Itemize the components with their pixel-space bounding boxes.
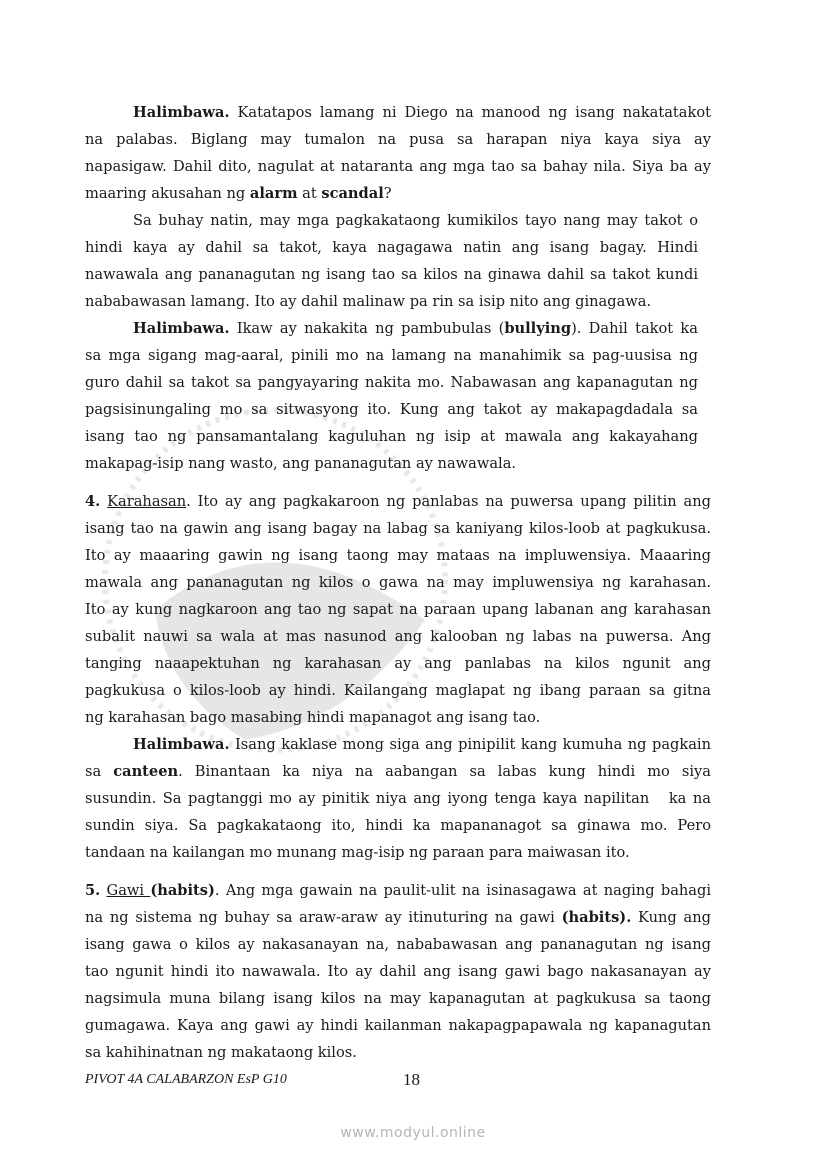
text-run: gumagawa. Kaya ang gawi ay hindi kailanman nakapagpapawala ng kapanagutan [85, 1017, 711, 1034]
bold-text: (habits). [561, 909, 632, 926]
text-line [85, 292, 698, 312]
text-line [85, 935, 711, 955]
text-run: ). Dahil takot ka [571, 320, 698, 337]
text-run: tanging naaapektuhan ng karahasan ay ang panlabas na kilos ngunit ang [85, 655, 711, 672]
bold-text: alarm [249, 185, 298, 202]
text-line [85, 881, 711, 901]
text-run: Isang kaklase mong siga ang pinipilit kang kumuha ng pagkain [229, 736, 711, 753]
text-run: Ito ay maaaring gawin ng isang taong may mataas na impluwensiya. Maaaring [85, 547, 711, 564]
text-run: nawawala ang pananagutan ng isang tao sa kilos na ginawa dahil sa takot kundi [85, 266, 698, 283]
text-run: . Ito ay ang pagkakaroon ng panlabas na puwersa upang pilitin ang [186, 493, 711, 510]
text-line [85, 908, 711, 928]
bold-text: bullying [504, 320, 572, 337]
text-line [85, 519, 711, 539]
text-run: na palabas. Biglang may tumalon na pusa sa harapan niya kaya siya ay [85, 131, 711, 148]
bold-text: Halimbawa. [133, 320, 230, 337]
text-run: na ng sistema ng buhay sa araw-araw ay itinuturing na gawi [85, 909, 562, 926]
text-run: makapag-isip nang wasto, ang pananagutan ay nawawala. [85, 455, 517, 472]
text-line [85, 1016, 711, 1036]
bold-text: 5. [85, 882, 101, 899]
text-run: subalit nauwi sa wala at mas nasunod ang kalooban ng labas na puwersa. Ang [85, 628, 711, 645]
text-line [85, 600, 711, 620]
footer-label: PIVOT 4A CALABARZON EsP G10 [85, 1072, 287, 1087]
text-line [85, 789, 711, 809]
text-line [133, 103, 711, 123]
text-line [85, 708, 711, 728]
text-run: sa mga sigang mag-aaral, pinili mo na lamang na manahimik sa pag-uusisa ng [85, 347, 698, 364]
text-line [133, 319, 698, 339]
text-line [85, 762, 711, 782]
text-run: sa [85, 763, 114, 780]
text-line [85, 627, 711, 647]
text-run: ng karahasan bago masabing hindi mapanagot ang isang tao. [85, 709, 541, 726]
text-run: nagsimula muna bilang isang kilos na may kapanagutan at pagkukusa sa taong [85, 990, 711, 1007]
text-run: hindi kaya ay dahil sa takot, kaya nagagawa natin ang isang bagay. Hindi [85, 239, 698, 256]
text-run: . Binantaan ka niya na aabangan sa labas kung hindi mo siya [178, 763, 711, 780]
text-run: napasigaw. Dahil dito, nagulat at nataranta ang mga tao sa bahay nila. Siya ba ay [85, 158, 711, 175]
text-line [85, 427, 698, 447]
text-run: at [297, 185, 322, 202]
text-run: tandaan na kailangan mo munang mag-isip ng paraan para maiwasan ito. [85, 844, 630, 861]
text-run: Sa buhay natin, may mga pagkakataong kumikilos tayo nang may takot o [133, 212, 698, 229]
text-line [85, 346, 698, 366]
text-run: guro dahil sa takot sa pangyayaring nakita mo. Nabawasan ang kapanagutan ng [85, 374, 698, 391]
underlined-term: Karahasan [107, 493, 187, 510]
text-run: . Ang mga gawain na paulit-ulit na isinasagawa at naging bahagi [214, 882, 712, 899]
text-run: ? [383, 185, 392, 202]
text-run: sa kahihinatnan ng makataong kilos. [85, 1044, 357, 1061]
text-line [85, 962, 711, 982]
text-line [85, 130, 711, 150]
text-run: tao ngunit hindi ito nawawala. Ito ay dahil ang isang gawi bago nakasanayan ay [85, 963, 711, 980]
underlined-term: Gawi [106, 882, 151, 899]
text-line [85, 573, 711, 593]
text-line [85, 816, 711, 836]
bold-text: (habits) [150, 882, 215, 899]
text-run: nababawasan lamang. Ito ay dahil malinaw pa rin sa isip nito ang ginagawa. [85, 293, 652, 310]
text-run: sundin siya. Sa pagkakataong ito, hindi ka mapananagot sa ginawa mo. Pero [85, 817, 711, 834]
bold-text: Halimbawa. [133, 104, 230, 121]
text-run: Kung ang [631, 909, 711, 926]
text-line [85, 843, 711, 863]
text-run: susundin. Sa pagtanggi mo ay pinitik niya ang iyong tenga kaya napilitan ka na [85, 790, 711, 807]
text-line [85, 492, 711, 512]
site-watermark: www.modyul.online [340, 1125, 486, 1141]
text-line [85, 400, 698, 420]
text-line [85, 454, 698, 474]
text-line [85, 157, 711, 177]
text-run: Katatapos lamang ni Diego na manood ng isang nakatatakot [229, 104, 711, 121]
text-run: isang gawa o kilos ay nakasanayan na, nababawasan ang pananagutan ng isang [85, 936, 711, 953]
text-line [85, 989, 711, 1009]
text-line [85, 373, 698, 393]
bold-text: scandal [321, 185, 384, 202]
text-line [85, 1043, 711, 1063]
text-run: pagsisinungaling mo sa sitwasyong ito. Kung ang takot ay makapagdadala sa [85, 401, 698, 418]
text-run: Ito ay kung nagkaroon ang tao ng sapat na paraan upang labanan ang karahasan [85, 601, 711, 618]
text-line [85, 184, 711, 204]
text-line [85, 265, 698, 285]
page-number: 18 [403, 1070, 420, 1089]
text-line [133, 211, 698, 231]
text-line [133, 735, 711, 755]
text-line [85, 238, 698, 258]
bold-text: Halimbawa. [133, 736, 230, 753]
text-run: Ikaw ay nakakita ng pambubulas ( [229, 320, 505, 337]
text-run: isang tao ng pansamantalang kaguluhan ng isip at mawala ang kakayahang [85, 428, 698, 445]
text-run: mawala ang pananagutan ng kilos o gawa na may impluwensiya ng karahasan. [85, 574, 711, 591]
bold-text: 4. [85, 493, 101, 510]
text-line [85, 681, 711, 701]
text-run: isang tao na gawin ang isang bagay na labag sa kaniyang kilos-loob at pagkukusa. [85, 520, 711, 537]
text-run: maaring akusahan ng [85, 185, 250, 202]
text-run: pagkukusa o kilos-loob ay hindi. Kailangang maglapat ng ibang paraan sa gitna [85, 682, 711, 699]
bold-text: canteen [113, 763, 179, 780]
text-line [85, 546, 711, 566]
text-line [85, 654, 711, 674]
